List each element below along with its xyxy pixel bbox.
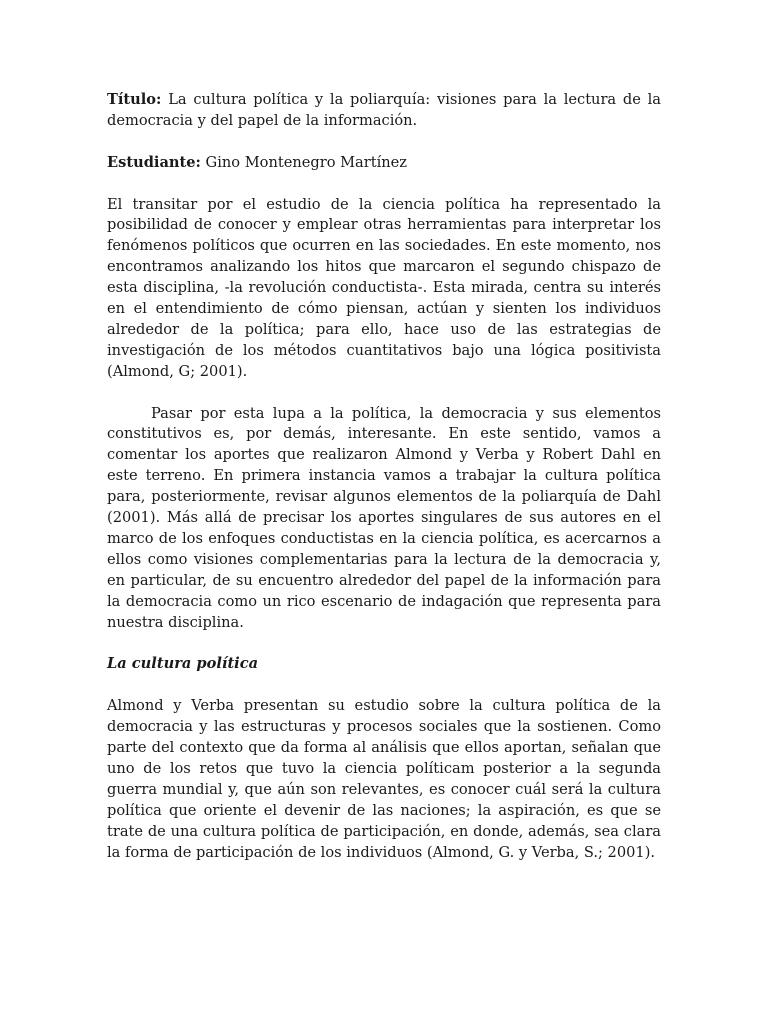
title-separator: : <box>156 91 162 108</box>
spacer <box>107 675 661 696</box>
spacer <box>107 383 661 404</box>
title-text: La cultura política y la poliarquía: visiones para la lectura de la democracia y del papel de la información. <box>107 91 661 129</box>
paragraph-intro: El transitar por el estudio de la ciencia política ha representado la posibilidad de conocer y emplear otras herramientas para interpretar los fenómenos políticos que ocurren en las sociedades. En este momento, nos encontramos analizando los hitos que marcaron el segundo chispazo de esta disciplina, -la revolución conductista-. Esta mirada, centra su interés en el entendimiento de cómo piensan, actúan y sienten los individuos alrededor de la política; para ello, hace uso de las estrategias de investigación de los métodos cuantitativos bajo una lógica positivista (Almond, G; 2001). <box>107 195 661 380</box>
student-label: Estudiante: <box>107 153 201 171</box>
document-title <box>107 90 661 132</box>
spacer <box>107 132 661 153</box>
title-label: Título <box>107 91 157 108</box>
spacer <box>107 634 661 655</box>
paragraph-cultura-politica: Almond y Verba presentan su estudio sobre la cultura política de la democracia y las estructuras y procesos sociales que la sostienen. Como parte del contexto que da forma al análisis que ellos aportan, señalan que uno de los retos que tuvo la ciencia políticam posterior a la segunda guerra mundial y, que aún son relevantes, es conocer cuál será la cultura política que oriente el devenir de las naciones; la aspiración, es que se trate de una cultura política de participación, en donde, además, sea clara la forma de participación de los individuos (Almond, G. y Verba, S.; 2001). <box>107 697 661 861</box>
section-heading: La cultura política <box>107 655 259 673</box>
document-page <box>107 90 661 863</box>
spacer <box>107 174 661 195</box>
paragraph-context: Pasar por esta lupa a la política, la democracia y sus elementos constitutivos es, por demás, interesante. En este sentido, vamos a comentar los aportes que realizaron Almond y Verba y Robert Dahl en este terreno. En primera instancia vamos a trabajar la cultura política para, posteriormente, revisar algunos elementos de la poliarquía de Dahl (2001). Más allá de precisar los aportes singulares de sus autores en el marco de los enfoques conductistas en la ciencia política, es acercarnos a ellos como visiones complementarias para la lectura de la democracia y, en particular, de su encuentro alrededor del papel de la información para la democracia como un rico escenario de indagación que representa para nuestra disciplina. <box>107 404 661 631</box>
student-line <box>107 153 661 174</box>
student-name: Gino Montenegro Martínez <box>200 153 407 171</box>
